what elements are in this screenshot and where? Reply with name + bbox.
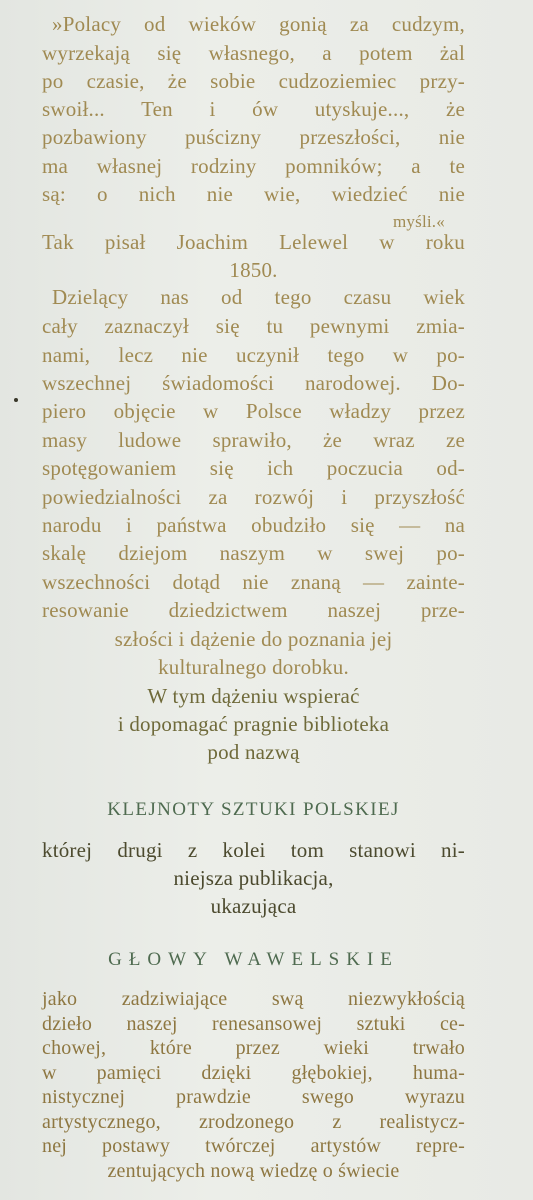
- paragraph-line: narodu i państwa obudziło się — na: [42, 513, 465, 537]
- quote-line: ma własnej rodziny pomników; a te: [42, 154, 465, 178]
- paragraph-line: piero objęcie w Polsce władzy przez: [42, 399, 465, 423]
- paragraph-line: szłości i dążenie do poznania jej: [114, 627, 393, 651]
- paragraph-line: masy ludowe sprawiło, że wraz ze: [42, 428, 465, 452]
- closing-line: zentujących nową wiedzę o świecie: [107, 1159, 400, 1182]
- volume-line: niejsza publikacja,: [173, 866, 334, 890]
- closing-line: nistycznej prawdzie swego wyrazu: [42, 1086, 465, 1108]
- paragraph-line: wszechności dotąd nie znaną — zainte-: [42, 570, 465, 594]
- volume-line: której drugi z kolei tom stanowi ni-: [42, 838, 465, 862]
- paragraph-line: powiedzialności za rozwój i przyszłość: [42, 485, 465, 509]
- paragraph-line: spotęgowaniem się ich poczucia od-: [42, 456, 465, 480]
- quote-line: wyrzekają się własnego, a potem żal: [42, 41, 465, 65]
- paragraph-line: resowanie dziedzictwem naszej prze-: [42, 598, 465, 622]
- paragraph-line: cały zaznaczył się tu pewnymi zmia-: [42, 314, 465, 338]
- quote-line: pozbawiony puścizny przeszłości, nie: [42, 125, 465, 149]
- paragraph-line: kulturalnego dorobku.: [158, 655, 349, 679]
- quote-line: swoił... Ten i ów utyskuje..., że: [42, 97, 465, 121]
- paragraph-line: wszechnej świadomości narodowej. Do-: [42, 371, 465, 395]
- ink-speck: [14, 398, 18, 402]
- closing-line: chowej, które przez wieki trwało: [42, 1037, 465, 1059]
- paragraph-line: skalę dziejom naszym w swej po-: [42, 541, 465, 565]
- paragraph-line: nami, lecz nie uczynił tego w po-: [42, 343, 465, 367]
- closing-line: nej postawy twórczej artystów repre-: [42, 1135, 465, 1157]
- volume-line: ukazująca: [210, 894, 297, 918]
- closing-line: dzieło naszej renesansowej sztuki ce-: [42, 1012, 465, 1035]
- closing-line: jako zadziwiające swą niezwykłością: [42, 988, 465, 1010]
- quote-line: po czasie, że sobie cudzoziemiec przy-: [42, 69, 465, 93]
- attribution-year: 1850.: [229, 258, 278, 282]
- support-line: W tym dążeniu wspierać: [147, 684, 360, 708]
- attribution-line: Tak pisał Joachim Lelewel w roku: [42, 230, 465, 254]
- closing-line: artystycznego, zrodzonego z realistycz-: [42, 1110, 465, 1133]
- paragraph-line: Dzielący nas od tego czasu wiek: [52, 285, 465, 309]
- closing-line: w pamięci dzięki głębokiej, huma-: [42, 1061, 465, 1084]
- support-line: i dopomagać pragnie biblioteka: [117, 712, 390, 736]
- quote-line: »Polacy od wieków gonią za cudzym,: [52, 12, 465, 36]
- book-title: GŁOWY WAWELSKIE: [108, 949, 399, 970]
- quote-line: myśli.«: [393, 212, 445, 231]
- series-title: KLEJNOTY SZTUKI POLSKIEJ: [107, 799, 400, 820]
- support-line: pod nazwą: [207, 740, 300, 764]
- quote-line: są: o nich nie wie, wiedzieć nie: [42, 182, 465, 206]
